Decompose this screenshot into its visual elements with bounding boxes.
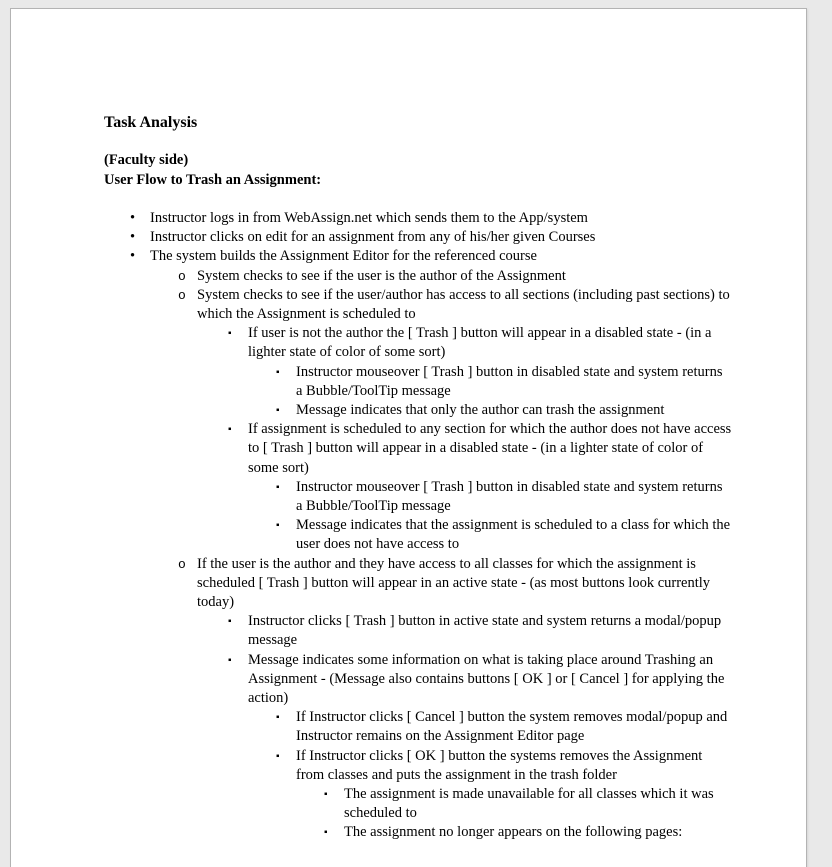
list-item-text: Message indicates that only the author can trash the assignment [296, 402, 665, 419]
document-content [11, 9, 806, 867]
bullet-list [104, 209, 732, 843]
square-bullet-icon: ▪ [276, 520, 280, 532]
list-item-text: If Instructor clicks [ OK ] button the systems removes the Assignment from classes and puts the assignment in the trash folder [296, 747, 703, 783]
list-item [104, 823, 732, 842]
square-bullet-icon: ▪ [228, 616, 232, 628]
list-item [104, 612, 732, 650]
list-item-text: Instructor clicks [ Trash ] button in active state and system returns a modal/popup message [248, 613, 722, 649]
list-item-text: If user is not the author the [ Trash ] button will appear in a disabled state - (in a lighter state of color of some sort) [248, 325, 712, 361]
list-item-text: The system builds the Assignment Editor for the referenced course [150, 248, 537, 265]
list-item-text: If the user is the author and they have access to all classes for which the assignment is scheduled [ Trash ] button will appear in an active state - (as most buttons look currently today) [197, 555, 711, 611]
list-item [104, 401, 732, 420]
list-item-text: System checks to see if the user/author has access to all sections (including past sections) to which the Assignment is scheduled to [197, 286, 730, 322]
list-item-text: The assignment is made unavailable for all classes which it was scheduled to [344, 786, 714, 822]
disc-bullet-icon: • [130, 229, 136, 246]
list-item [104, 228, 732, 247]
list-item [104, 209, 732, 228]
document-subtitle-block [104, 151, 732, 189]
list-item [104, 363, 732, 401]
document-page [10, 8, 807, 867]
list-item [104, 420, 732, 478]
list-item-text: System checks to see if the user is the author of the Assignment [197, 267, 566, 284]
list-item-text: If assignment is scheduled to any section for which the author does not have access to [ Trash ] button will appear in a disabled state - (in a lighter state of color of some sort) [248, 421, 732, 476]
square-bullet-icon: ▪ [228, 654, 232, 666]
list-item [104, 267, 732, 286]
list-item [104, 286, 732, 324]
list-item-text: Instructor clicks on edit for an assignment from any of his/her given Courses [150, 229, 596, 246]
square-bullet-icon: ▪ [324, 827, 328, 839]
document-subtitle-user-flow: User Flow to Trash an Assignment: [104, 171, 322, 188]
square-bullet-icon: ▪ [276, 405, 280, 417]
square-bullet-icon: ▪ [276, 366, 280, 378]
list-item-text: Instructor logs in from WebAssign.net which sends them to the App/system [150, 209, 588, 226]
list-item [104, 478, 732, 516]
list-item [104, 247, 732, 266]
list-item [104, 516, 732, 554]
list-item-text: Instructor mouseover [ Trash ] button in disabled state and system returns a Bubble/ToolTip message [296, 478, 723, 515]
list-item [104, 708, 732, 746]
square-bullet-icon: ▪ [276, 712, 280, 724]
list-item [104, 555, 732, 613]
list-item [104, 785, 732, 823]
square-bullet-icon: ▪ [276, 750, 280, 762]
list-item [104, 747, 732, 785]
square-bullet-icon: ▪ [228, 424, 232, 436]
square-bullet-icon: ▪ [324, 789, 328, 801]
disc-bullet-icon: • [130, 248, 136, 265]
circle-bullet-icon: o [178, 287, 186, 303]
list-item-text: Instructor mouseover [ Trash ] button in disabled state and system returns a Bubble/ToolTip message [296, 363, 723, 399]
list-item-text: If Instructor clicks [ Cancel ] button the system removes modal/popup and Instructor remains on the Assignment Editor page [296, 709, 728, 745]
list-item [104, 324, 732, 362]
circle-bullet-icon: o [178, 556, 186, 572]
list-item-text: The assignment no longer appears on the following pages: [344, 824, 683, 841]
list-item [104, 651, 732, 709]
document-subtitle-faculty-side: (Faculty side) [104, 152, 189, 169]
list-item-text: Message indicates some information on what is taking place around Trashing an Assignment - (Message also contains buttons [ OK ] or [ Cancel ] for applying the action) [248, 651, 725, 707]
square-bullet-icon: ▪ [228, 328, 232, 340]
square-bullet-icon: ▪ [276, 481, 280, 493]
circle-bullet-icon: o [178, 268, 186, 284]
disc-bullet-icon: • [130, 209, 136, 226]
list-item-text: Message indicates that the assignment is scheduled to a class for which the user does not have access to [296, 517, 731, 553]
document-title: Task Analysis [104, 114, 198, 131]
